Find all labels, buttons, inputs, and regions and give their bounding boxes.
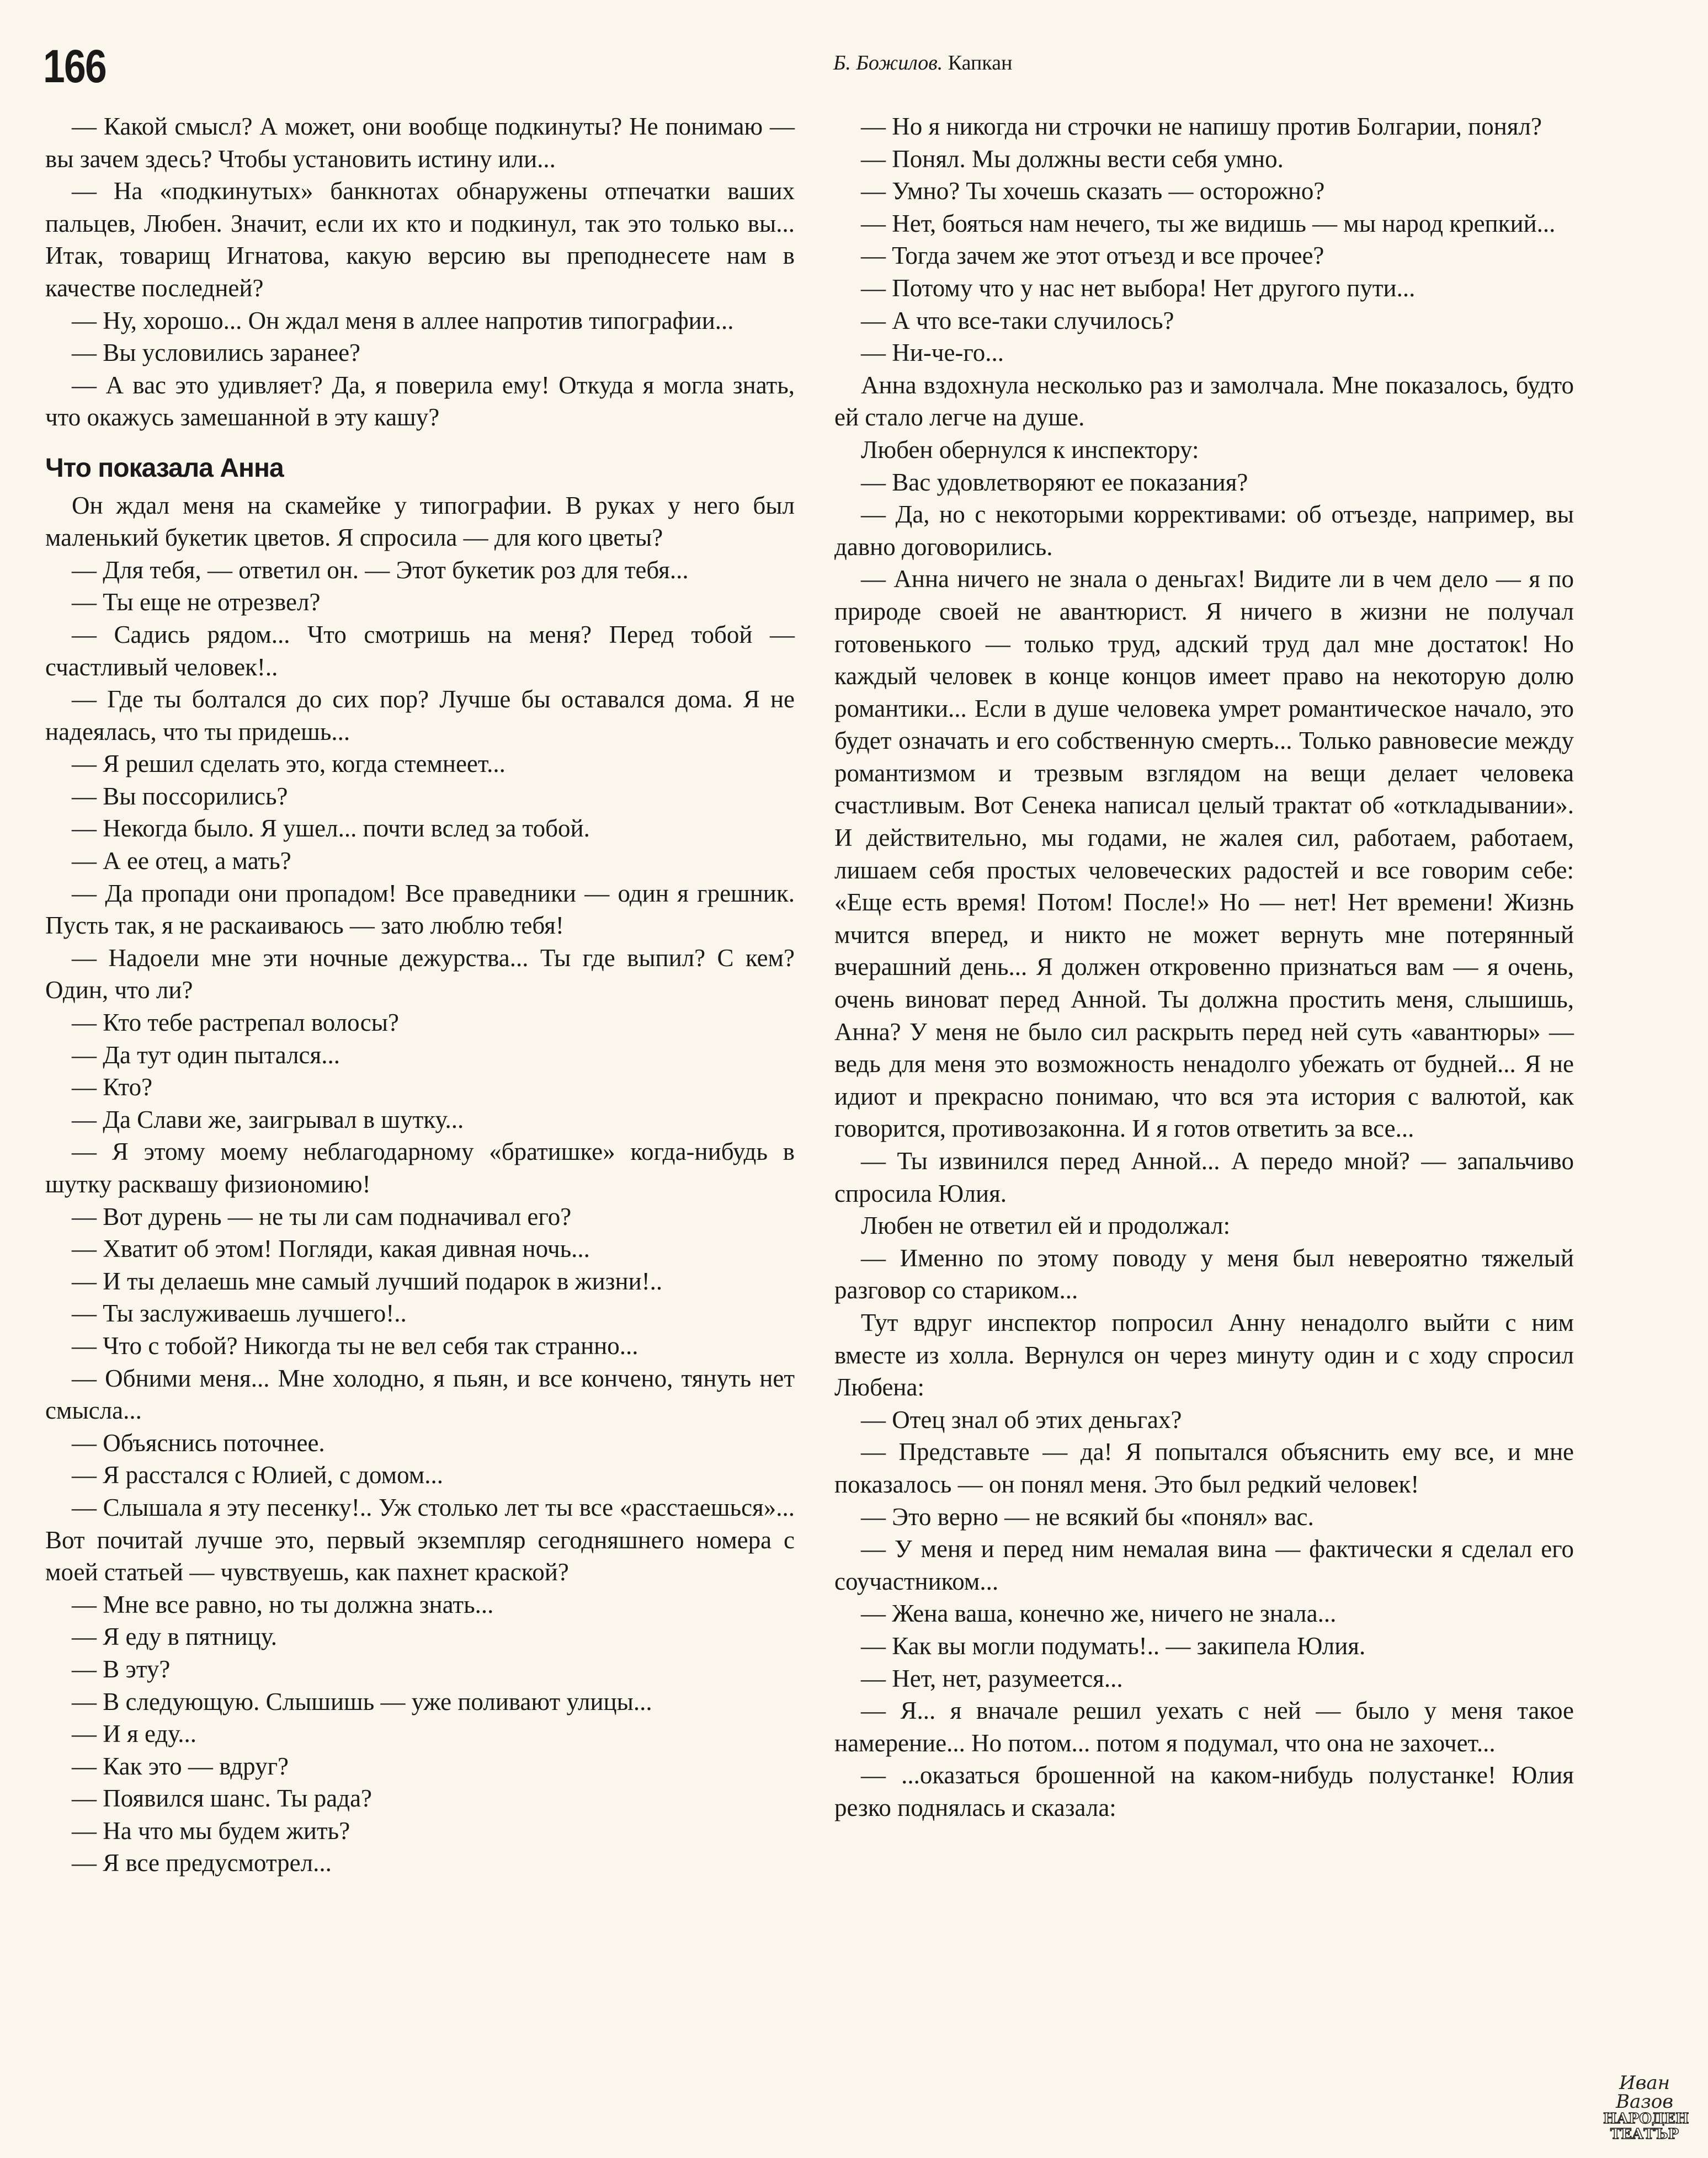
paragraph: — А вас это удивляет? Да, я поверила ему! Откуда я могла знать, что окажусь замешанной в эту кашу? <box>45 371 795 431</box>
paragraph: — Как вы могли подумать!.. — закипела Юлия. <box>861 1632 1366 1660</box>
paragraph: — Ты еще не отрезвел? <box>72 588 321 616</box>
paragraph: — Да Слави же, заигрывал в шутку... <box>72 1105 464 1133</box>
paragraph: — Как это — вдруг? <box>72 1752 289 1780</box>
paragraph: — Я... я вначале решил уехать с ней — было у меня такое намерение... Но потом... потом я подумал, что она не захочет... <box>834 1697 1574 1757</box>
paragraph: — На «подкинутых» банкнотах обнаружены отпечатки ваших пальцев, Любен. Значит, если их кто и подкинул, так это только вы... Итак, товарищ Игнатова, какую версию вы преподнесете нам в качестве последней? <box>45 177 795 302</box>
paragraph: — Ни-че-го... <box>861 339 1004 367</box>
paragraph: — Я еду в пятницу. <box>72 1623 277 1651</box>
paragraph: — Появился шанс. Ты рада? <box>72 1784 373 1813</box>
paragraph: — А что все-таки случилось? <box>861 306 1174 334</box>
paragraph: — Жена ваша, конечно же, ничего не знала... <box>861 1600 1337 1628</box>
left-paragraphs-before <box>45 110 795 434</box>
paragraph: — Хватит об этом! Погляди, какая дивная ночь... <box>72 1235 590 1263</box>
paragraph: — Именно по этому поводу у меня был невероятно тяжелый разговор со стариком... <box>834 1244 1574 1304</box>
paragraph: — И я еду... <box>72 1720 196 1748</box>
paragraph: Тут вдруг инспектор попросил Анну ненадолго выйти с ним вместе из холла. Вернулся он через минуту один и с ходу спросил Любена: <box>834 1308 1574 1402</box>
paragraph: — На что мы будем жить? <box>72 1816 350 1845</box>
paragraph: — Где ты болтался до сих пор? Лучше бы оставался дома. Я не надеялась, что ты придешь... <box>45 685 795 745</box>
paragraph: — Потому что у нас нет выбора! Нет другого пути... <box>861 274 1416 302</box>
paragraph: — Да тут один пытался... <box>72 1041 340 1069</box>
paragraph: — Мне все равно, но ты должна знать... <box>72 1590 494 1618</box>
paragraph: — Обними меня... Мне холодно, я пьян, и все кончено, тянуть нет смысла... <box>45 1364 795 1425</box>
paragraph: — Слышала я эту песенку!.. Уж столько лет ты все «расстаешься»... Вот почитай лучше это, первый экземпляр сегодняшнего номера с моей статьей — чувствуешь, как пахнет краской? <box>45 1493 795 1586</box>
paragraph: — В следующую. Слышишь — уже поливают улицы... <box>72 1687 652 1715</box>
paragraph: Он ждал меня на скамейке у типографии. В руках у него был маленький букетик цветов. Я спросила — для кого цветы? <box>45 491 795 552</box>
paragraph: Любен не ответил ей и продолжал: <box>861 1212 1231 1240</box>
paragraph: — Я решил сделать это, когда стемнеет... <box>72 750 506 778</box>
paragraph: — Это верно — не всякий бы «понял» вас. <box>861 1502 1314 1531</box>
paragraph: — Ну, хорошо... Он ждал меня в аллее напротив типографии... <box>72 306 734 334</box>
paragraph: — Ты извинился перед Анной... А передо мной? — запальчиво спросила Юлия. <box>834 1147 1574 1207</box>
paragraph: — Садись рядом... Что смотришь на меня? Перед тобой — счастливый человек!.. <box>45 620 795 681</box>
paragraph: Любен обернулся к инспектору: <box>861 435 1199 463</box>
paragraph: — Отец знал об этих деньгах? <box>861 1405 1182 1434</box>
paragraph: — Что с тобой? Никогда ты не вел себя так странно... <box>72 1331 638 1360</box>
running-head-author: Б. Божилов. <box>833 51 943 74</box>
right-column <box>834 110 1574 1824</box>
paragraph: — Надоели мне эти ночные дежурства... Ты где выпил? С кем? Один, что ли? <box>45 944 795 1004</box>
logo-line-2: ТЕАТЪР <box>1610 2126 1679 2143</box>
paragraph: — Нет, нет, разумеется... <box>861 1664 1123 1692</box>
paragraph: — Я все предусмотрел... <box>72 1849 332 1877</box>
paragraph: — Я этому моему неблагодарному «братишке» когда-нибудь в шутку расквашу физиономию! <box>45 1138 795 1198</box>
paragraph: — Анна ничего не знала о деньгах! Видите ли в чем дело — я по природе своей не авантюрист. Я ничего в жизни не получал готовенького — только труд, адский труд дал мне достаток! Но каждый человек в конце концов имеет право на некоторую долю романтики... Если в душе человека умрет романтическое начало, это будет означать и его собственную смерть... Только равновесие между романтизмом и трезвым взглядом на вещи делает человека счастливым. Вот Сенека написал целый трактат об «откладывании». И действительно, мы годами, не жалея сил, работаем, работаем, лишаем себя простых человеческих радостей и все говорим себе: «Еще есть время! Потом! После!» Но — нет! Нет времени! Жизнь мчится вперед, и никто не может вернуть мне потерянный вчерашний день... Я должен откровенно признаться вам — я очень, очень виноват перед Анной. Ты должна простить меня, слышишь, Анна? У меня не было сил раскрыть перед ней суть «авантюры» — ведь для меня это возможность ненадолго убежать от будней... Я не идиот и прекрасно понимаю, что вся эта история с валютой, как говорится, противозаконна. И я готов ответить за все... <box>834 565 1574 1143</box>
paragraph: — Вы поссорились? <box>72 782 288 810</box>
paragraph: — Тогда зачем же этот отъезд и все прочее? <box>861 242 1324 270</box>
running-head-title: Капкан <box>948 51 1013 74</box>
paragraph: — Но я никогда ни строчки не напишу против Болгарии, понял? <box>861 113 1542 140</box>
paragraph: — И ты делаешь мне самый лучший подарок в жизни!.. <box>72 1267 663 1295</box>
section-heading: Что показала Анна <box>45 453 284 483</box>
paragraph: — Я расстался с Юлией, с домом... <box>72 1461 443 1489</box>
paragraph: — Вас удовлетворяют ее показания? <box>861 468 1248 496</box>
paragraph: — Да, но с некоторыми коррективами: об отъезде, например, вы давно договорились. <box>834 500 1574 561</box>
paragraph: — Вы условились заранее? <box>72 339 361 367</box>
running-head <box>833 51 1012 75</box>
paragraph: — Ты заслуживаешь лучшего!.. <box>72 1299 407 1328</box>
paragraph: — Понял. Мы должны вести себя умно. <box>861 145 1284 173</box>
paragraph: — ...оказаться брошенной на каком-нибудь полустанке! Юлия резко поднялась и сказала: <box>834 1761 1574 1821</box>
left-paragraphs-after <box>45 489 795 1880</box>
page-number: 166 <box>43 40 107 92</box>
paragraph: — У меня и перед ним немалая вина — фактически я сделал его соучастником... <box>834 1535 1574 1595</box>
paragraph: — Представьте — да! Я попытался объяснить ему все, и мне показалось — он понял меня. Это был редкий человек! <box>834 1438 1574 1498</box>
paragraph: — Умно? Ты хочешь сказать — осторожно? <box>861 177 1325 205</box>
paragraph: — Для тебя, — ответил он. — Этот букетик роз для тебя... <box>72 556 689 584</box>
paragraph: — А ее отец, а мать? <box>72 847 291 875</box>
paragraph: — Да пропади они пропадом! Все праведники — один я грешник. Пусть так, я не раскаиваюсь — зато люблю тебя! <box>45 879 795 940</box>
paragraph: — Кто? <box>72 1073 153 1101</box>
paragraph: — В эту? <box>72 1655 171 1683</box>
paragraph: — Нет, бояться нам нечего, ты же видишь — мы народ крепкий... <box>861 209 1556 237</box>
left-column <box>45 110 795 1879</box>
paragraph: — Какой смысл? А может, они вообще подкинуты? Не понимаю — вы зачем здесь? Чтобы установить истину или... <box>45 113 795 173</box>
logo-line-1: НАРОДЕН <box>1603 2111 1689 2127</box>
logo-script: Иван Вазов <box>1615 2072 1674 2113</box>
paragraph: — Объяснись поточнее. <box>72 1429 325 1457</box>
paragraph: — Некогда было. Я ушел... почти вслед за тобой. <box>72 814 590 843</box>
paragraph: Анна вздохнула несколько раз и замолчала. Мне показалось, будто ей стало легче на душе. <box>834 371 1574 431</box>
paragraph: — Кто тебе растрепал волосы? <box>72 1009 399 1037</box>
paragraph: — Вот дурень — не ты ли сам подначивал его? <box>72 1202 572 1230</box>
theatre-logo <box>1603 2072 1689 2143</box>
